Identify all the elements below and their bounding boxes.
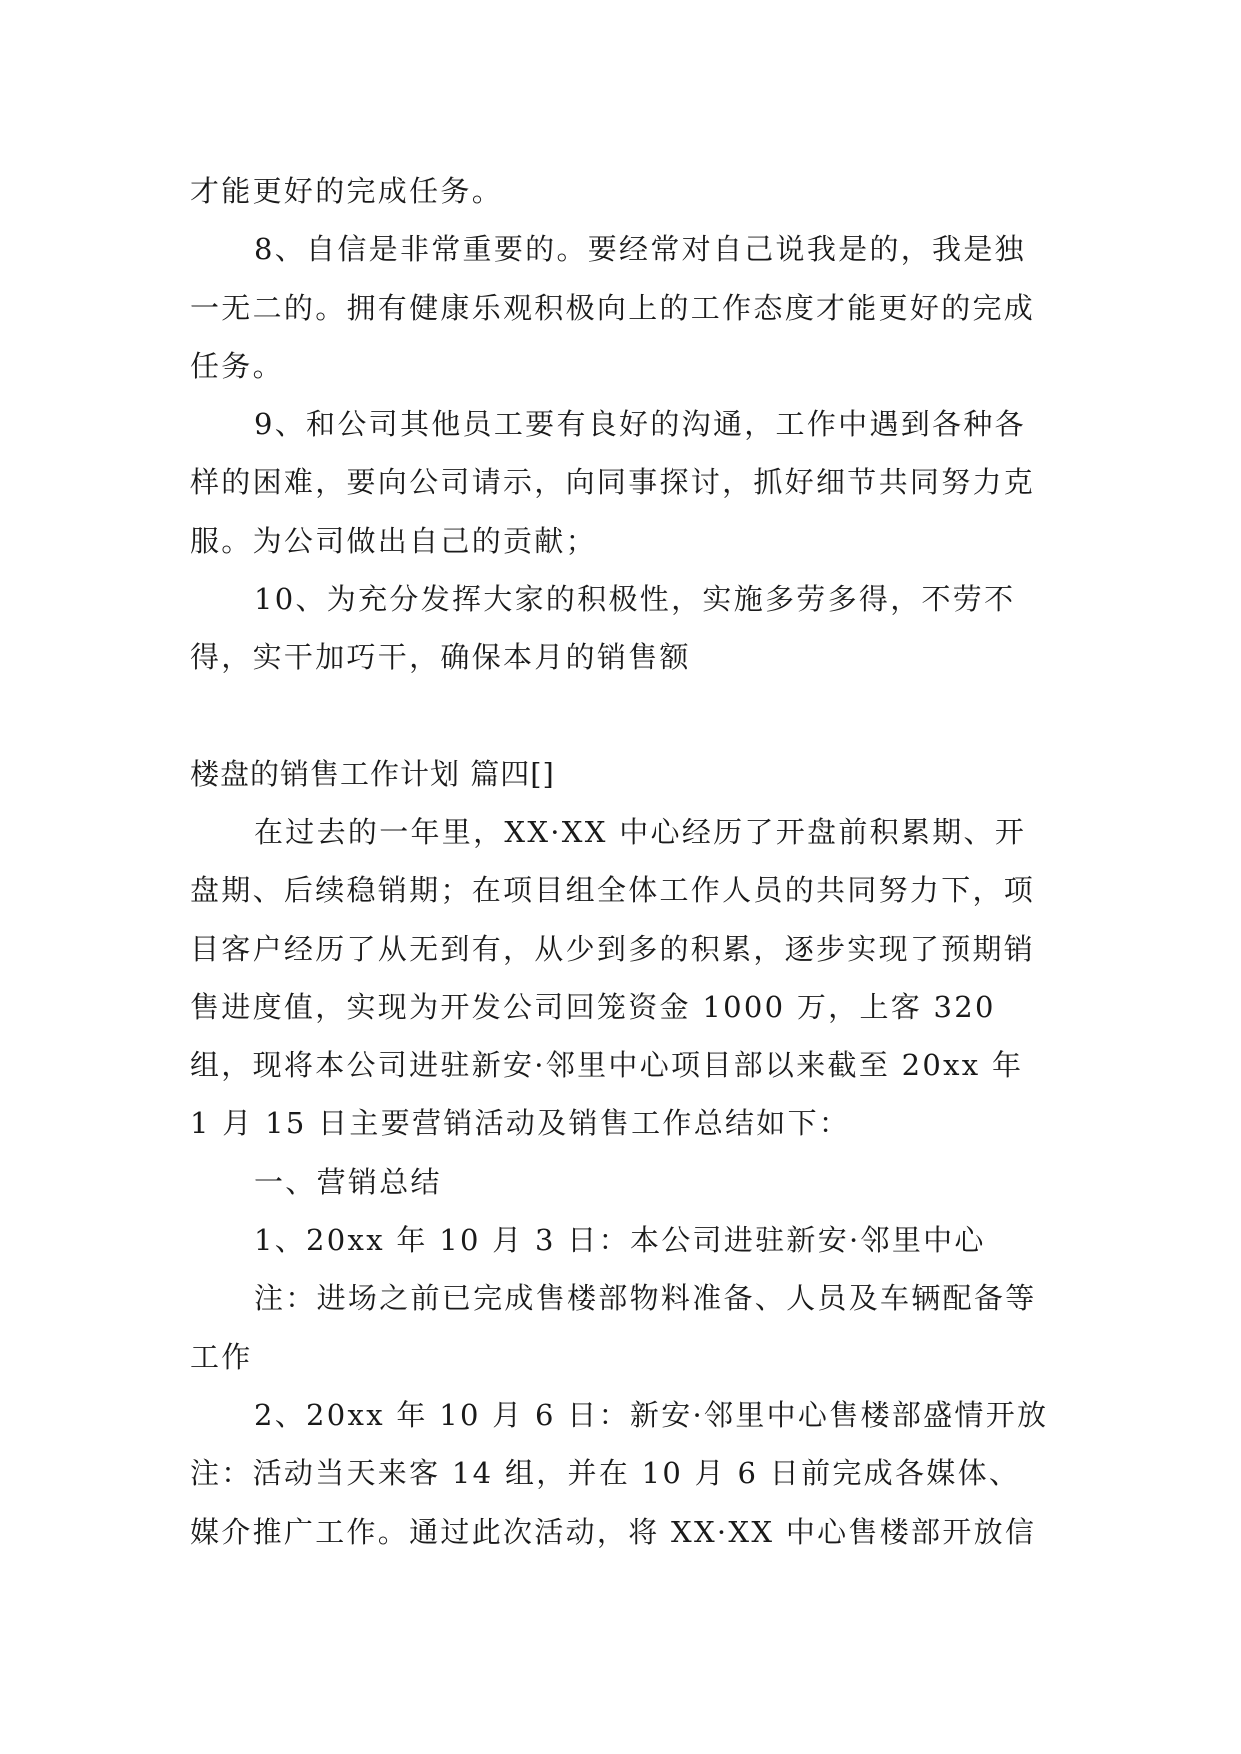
- paragraph-note-2: 注：活动当天来客 14 组，并在 10 月 6 日前完成各媒体、媒介推广工作。通过此次活动，将 XX·XX 中心售楼部开放信: [190, 1456, 1037, 1549]
- paragraph-item-8: 8、自信是非常重要的。要经常对自己说我是的，我是独一无二的。拥有健康乐观积极向上的工作态度才能更好的完成任务。: [190, 232, 1036, 383]
- section-title: 楼盘的销售工作计划 篇四[]: [190, 756, 555, 791]
- paragraph-summary-intro: 在过去的一年里，XX·XX 中心经历了开盘前积累期、开盘期、后续稳销期；在项目组全体工作人员的共同努力下，项目客户经历了从无到有，从少到多的积累，逐步实现了预期销售进度值，实现为开发公司回笼资金 1000 万，上客 320 组，现将本公司进驻新安·邻里中心项目部以来截至 20xx 年 1 月 15 日主要营销活动及销售工作总结如下：: [190, 814, 1036, 1141]
- paragraph-item-9: 9、和公司其他员工要有良好的沟通，工作中遇到各种各样的困难，要向公司请示，向同事探讨，抓好细节共同努力克服。为公司做出自己的贡献；: [190, 407, 1036, 558]
- paragraph-event-1: 1、20xx 年 10 月 3 日：本公司进驻新安·邻里中心: [254, 1223, 986, 1258]
- paragraph-item-10: 10、为充分发挥大家的积极性，实施多劳多得，不劳不得，实干加巧干，确保本月的销售额: [190, 582, 1016, 675]
- paragraph-note-1: 注：进场之前已完成售楼部物料准备、人员及车辆配备等工作: [190, 1281, 1037, 1374]
- document-body: [190, 162, 1050, 1561]
- section-spacer: [190, 687, 1050, 745]
- paragraph-event-2: 2、20xx 年 10 月 6 日：新安·邻里中心售楼部盛情开放: [254, 1397, 1049, 1432]
- paragraph-continuation: 才能更好的完成任务。: [190, 174, 504, 208]
- paragraph-marketing-heading: 一、营销总结: [254, 1164, 442, 1199]
